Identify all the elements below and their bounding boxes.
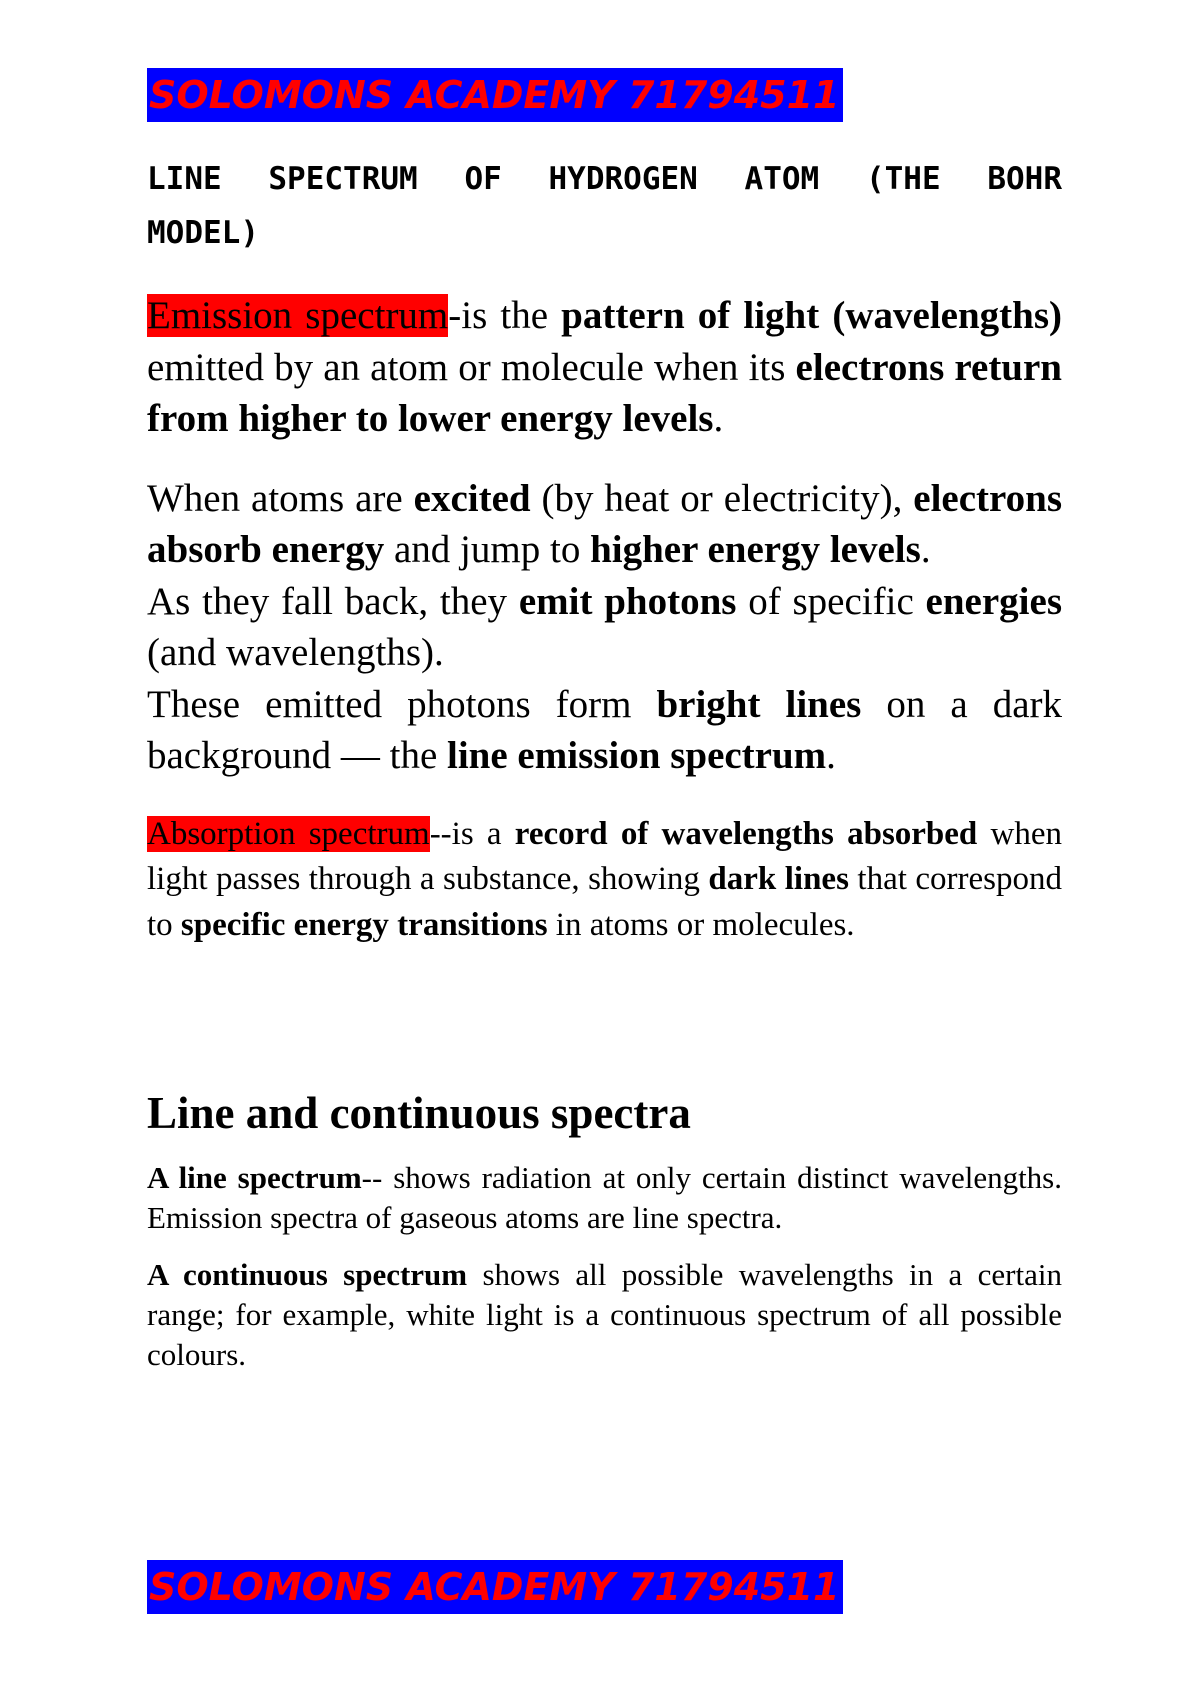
emission-text-2: emitted by an atom or molecule when its: [147, 345, 796, 389]
excited-text-3: and jump to: [384, 528, 591, 571]
excited-text-10: .: [826, 734, 836, 777]
excited-text-8: These emitted photons form: [147, 682, 657, 726]
excited-text-5: As they fall back, they: [147, 579, 519, 623]
line-spectrum-text: -- shows radiation at only certain distinct wavelengths. Emission spectra of gaseous atoms are line spectra.: [147, 1160, 1062, 1235]
excited-bold-5: energies: [925, 579, 1062, 623]
absorption-bold-2: dark lines: [708, 861, 849, 897]
absorption-bold-1: record of wavelengths absorbed: [514, 815, 978, 852]
absorption-text-4: in atoms or molecules.: [547, 906, 855, 943]
absorption-bold-3: specific energy transitions: [180, 906, 548, 943]
continuous-spectrum-text: shows all possible wavelengths in a certain range; for example, white light is a continuous spectrum of all possible colours.: [147, 1257, 1062, 1372]
absorption-text-2: when light passes through a substance, showing: [147, 815, 1062, 897]
absorption-text-3: that correspond to: [147, 861, 1062, 943]
header-banner: SOLOMONS ACADEMY 71794511: [147, 68, 843, 122]
excited-text-7: (and wavelengths).: [147, 631, 444, 674]
emission-bold-1: pattern of light (wavelengths): [561, 294, 1062, 337]
document-page: [147, 68, 1062, 1375]
emission-paragraph: [147, 290, 1062, 445]
emission-text-3: .: [713, 397, 724, 440]
excited-bold-6: bright lines: [656, 682, 862, 726]
line-spectrum-term: A line spectrum: [147, 1160, 362, 1195]
excited-bold-7: line emission spectrum: [447, 734, 827, 777]
emission-bold-2: electrons return from higher to lower energy levels: [147, 345, 1062, 440]
excited-text-6: of specific: [736, 579, 926, 623]
section-heading: Line and continuous spectra: [147, 1088, 691, 1138]
excited-text-9: on a dark background — the: [147, 682, 1062, 777]
absorption-text-1: --is a: [429, 815, 515, 852]
absorption-term: Absorption spectrum: [147, 815, 430, 852]
excited-text-4: .: [920, 528, 931, 571]
page-title: LINE SPECTRUM OF HYDROGEN ATOM (THE BOHR MODEL): [147, 161, 1062, 251]
emission-term: Emission spectrum: [147, 294, 449, 337]
continuous-spectrum-paragraph: [147, 1255, 1062, 1375]
excited-bold-2: electrons absorb energy: [147, 476, 1062, 571]
absorption-paragraph: [147, 812, 1062, 949]
excited-bold-3: higher energy levels: [590, 528, 921, 571]
excited-bold-1: excited: [413, 476, 531, 520]
excited-text-1: When atoms are: [147, 476, 414, 520]
excited-paragraph: [147, 473, 1062, 782]
excited-text-2: (by heat or electricity),: [530, 476, 914, 520]
line-spectrum-paragraph: [147, 1158, 1062, 1238]
continuous-spectrum-term: A continuous spectrum: [147, 1257, 468, 1292]
emission-text-1: -is the: [448, 294, 562, 337]
excited-bold-4: emit photons: [518, 579, 737, 623]
footer-banner: SOLOMONS ACADEMY 71794511: [147, 1560, 843, 1614]
